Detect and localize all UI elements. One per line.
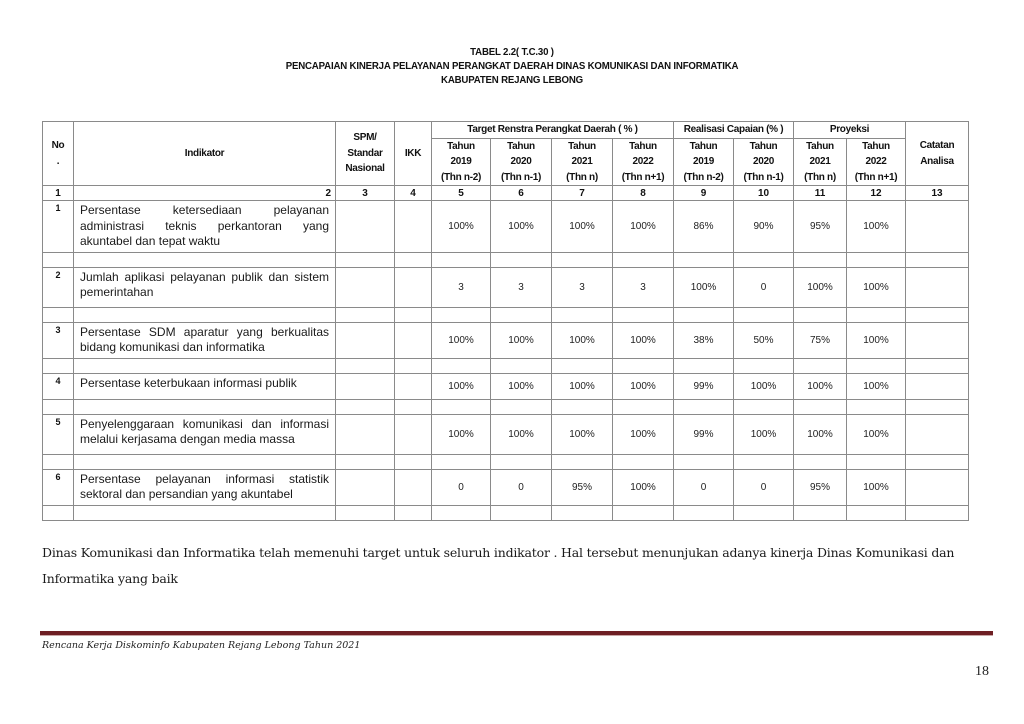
spacer-row	[43, 505, 969, 520]
value-cell: 86%	[674, 201, 734, 253]
value-cell: 100%	[613, 201, 674, 253]
empty-cell	[734, 307, 794, 322]
column-number: 12	[847, 186, 906, 201]
empty-cell	[906, 399, 969, 414]
value-cell: 100%	[552, 201, 613, 253]
value-cell: 100%	[847, 469, 906, 505]
empty-cell	[491, 505, 552, 520]
row-number: 4	[43, 373, 74, 399]
empty-cell	[794, 307, 847, 322]
empty-cell	[395, 358, 432, 373]
empty-cell	[491, 307, 552, 322]
column-number: 13	[906, 186, 969, 201]
indikator-cell: Penyelenggaraan komunikasi dan informasi melalui kerjasama dengan media massa	[74, 414, 336, 454]
value-cell: 95%	[794, 469, 847, 505]
spm-cell	[336, 267, 395, 307]
indikator-cell: Persentase SDM aparatur yang berkualitas bidang komunikasi dan informatika	[74, 322, 336, 358]
value-cell: 100%	[613, 373, 674, 399]
empty-cell	[552, 454, 613, 469]
indikator-cell: Persentase ketersediaan pelayanan administrasi teknis perkantoran yang akuntabel dan tepat waktu	[74, 201, 336, 253]
ikk-cell	[395, 373, 432, 399]
table-body	[43, 201, 969, 521]
catatan-cell	[906, 322, 969, 358]
spacer-row	[43, 252, 969, 267]
value-cell: 100%	[847, 322, 906, 358]
header-indikator: Indikator	[74, 122, 336, 186]
row-number: 2	[43, 267, 74, 307]
header-year: Tahun 2021 (Thn n)	[794, 138, 847, 186]
value-cell: 100%	[847, 414, 906, 454]
column-number: 1	[43, 186, 74, 201]
empty-cell	[734, 358, 794, 373]
header-year: Tahun 2019 (Thn n-2)	[432, 138, 491, 186]
empty-cell	[734, 454, 794, 469]
ikk-cell	[395, 322, 432, 358]
value-cell: 100%	[794, 414, 847, 454]
value-cell: 50%	[734, 322, 794, 358]
empty-cell	[74, 399, 336, 414]
column-number: 4	[395, 186, 432, 201]
header-spm: SPM/ Standar Nasional	[336, 122, 395, 186]
empty-cell	[734, 505, 794, 520]
column-number: 6	[491, 186, 552, 201]
empty-cell	[43, 399, 74, 414]
value-cell: 100%	[734, 414, 794, 454]
table-row	[43, 469, 969, 505]
empty-cell	[552, 358, 613, 373]
empty-cell	[336, 399, 395, 414]
spacer-row	[43, 454, 969, 469]
ikk-cell	[395, 469, 432, 505]
spm-cell	[336, 201, 395, 253]
header-year: Tahun 2021 (Thn n)	[552, 138, 613, 186]
value-cell: 99%	[674, 414, 734, 454]
column-number: 8	[613, 186, 674, 201]
row-number: 3	[43, 322, 74, 358]
value-cell: 100%	[847, 373, 906, 399]
empty-cell	[734, 252, 794, 267]
value-cell: 100%	[491, 414, 552, 454]
empty-cell	[613, 505, 674, 520]
header-catatan: Catatan Analisa	[906, 122, 969, 186]
empty-cell	[613, 307, 674, 322]
empty-cell	[491, 399, 552, 414]
empty-cell	[74, 307, 336, 322]
header-year: Tahun 2019 (Thn n-2)	[674, 138, 734, 186]
empty-cell	[674, 252, 734, 267]
empty-cell	[395, 454, 432, 469]
table-row	[43, 322, 969, 358]
empty-cell	[43, 454, 74, 469]
empty-cell	[847, 252, 906, 267]
analysis-paragraph: Dinas Komunikasi dan Informatika telah memenuhi target untuk seluruh indikator . Hal tersebut menunjukan adanya kinerja Dinas Komunikasi dan Informatika yang baik	[42, 545, 955, 586]
empty-cell	[432, 454, 491, 469]
row-number: 1	[43, 201, 74, 253]
header-year: Tahun 2020 (Thn n-1)	[491, 138, 552, 186]
empty-cell	[552, 399, 613, 414]
empty-cell	[43, 252, 74, 267]
empty-cell	[432, 399, 491, 414]
empty-cell	[395, 399, 432, 414]
header-year: Tahun 2022 (Thn n+1)	[847, 138, 906, 186]
value-cell: 0	[734, 469, 794, 505]
header-ikk: IKK	[395, 122, 432, 186]
value-cell: 95%	[794, 201, 847, 253]
empty-cell	[552, 307, 613, 322]
empty-cell	[734, 399, 794, 414]
catatan-cell	[906, 414, 969, 454]
table-row	[43, 414, 969, 454]
footer-rule	[40, 631, 993, 636]
spm-cell	[336, 469, 395, 505]
table-caption: TABEL 2.2( T.C.30 )	[470, 46, 554, 58]
catatan-cell	[906, 267, 969, 307]
column-number: 3	[336, 186, 395, 201]
ikk-cell	[395, 201, 432, 253]
header-no: No .	[43, 122, 74, 186]
ikk-cell	[395, 267, 432, 307]
column-number: 10	[734, 186, 794, 201]
value-cell: 100%	[432, 414, 491, 454]
header-group-target: Target Renstra Perangkat Daerah ( % )	[432, 122, 674, 139]
value-cell: 38%	[674, 322, 734, 358]
empty-cell	[395, 252, 432, 267]
empty-cell	[74, 358, 336, 373]
value-cell: 0	[432, 469, 491, 505]
empty-cell	[491, 454, 552, 469]
empty-cell	[794, 505, 847, 520]
row-number: 5	[43, 414, 74, 454]
catatan-cell	[906, 469, 969, 505]
empty-cell	[552, 252, 613, 267]
value-cell: 3	[552, 267, 613, 307]
value-cell: 100%	[794, 373, 847, 399]
indikator-cell: Jumlah aplikasi pelayanan publik dan sistem pemerintahan	[74, 267, 336, 307]
column-number-row	[43, 186, 969, 201]
empty-cell	[847, 505, 906, 520]
spm-cell	[336, 373, 395, 399]
catatan-cell	[906, 201, 969, 253]
column-number: 11	[794, 186, 847, 201]
empty-cell	[794, 399, 847, 414]
value-cell: 100%	[847, 201, 906, 253]
value-cell: 100%	[432, 201, 491, 253]
row-number: 6	[43, 469, 74, 505]
value-cell: 3	[491, 267, 552, 307]
ikk-cell	[395, 414, 432, 454]
value-cell: 100%	[432, 322, 491, 358]
empty-cell	[432, 307, 491, 322]
value-cell: 100%	[613, 322, 674, 358]
empty-cell	[906, 358, 969, 373]
empty-cell	[43, 505, 74, 520]
value-cell: 100%	[734, 373, 794, 399]
empty-cell	[432, 358, 491, 373]
value-cell: 3	[613, 267, 674, 307]
empty-cell	[906, 505, 969, 520]
empty-cell	[847, 307, 906, 322]
indikator-cell: Persentase pelayanan informasi statistik sektoral dan persandian yang akuntabel	[74, 469, 336, 505]
performance-table	[42, 121, 969, 521]
empty-cell	[613, 358, 674, 373]
spacer-row	[43, 358, 969, 373]
empty-cell	[43, 358, 74, 373]
empty-cell	[847, 454, 906, 469]
indikator-cell: Persentase keterbukaan informasi publik	[74, 373, 336, 399]
empty-cell	[906, 454, 969, 469]
header-year: Tahun 2022 (Thn n+1)	[613, 138, 674, 186]
table-subheading: KABUPATEN REJANG LEBONG	[441, 74, 583, 86]
value-cell: 95%	[552, 469, 613, 505]
value-cell: 100%	[847, 267, 906, 307]
table-row	[43, 267, 969, 307]
column-number: 9	[674, 186, 734, 201]
spacer-row	[43, 399, 969, 414]
header-year: Tahun 2020 (Thn n-1)	[734, 138, 794, 186]
empty-cell	[491, 252, 552, 267]
column-number: 7	[552, 186, 613, 201]
value-cell: 0	[734, 267, 794, 307]
empty-cell	[794, 252, 847, 267]
empty-cell	[674, 358, 734, 373]
value-cell: 100%	[552, 373, 613, 399]
value-cell: 100%	[491, 373, 552, 399]
empty-cell	[906, 307, 969, 322]
empty-cell	[74, 505, 336, 520]
empty-cell	[794, 454, 847, 469]
empty-cell	[906, 252, 969, 267]
empty-cell	[674, 505, 734, 520]
empty-cell	[432, 252, 491, 267]
empty-cell	[395, 307, 432, 322]
table-heading: PENCAPAIAN KINERJA PELAYANAN PERANGKAT DAERAH DINAS KOMUNIKASI DAN INFORMATIKA	[285, 60, 739, 72]
value-cell: 100%	[491, 322, 552, 358]
spacer-row	[43, 307, 969, 322]
empty-cell	[674, 454, 734, 469]
empty-cell	[613, 399, 674, 414]
column-number: 5	[432, 186, 491, 201]
header-group-realisasi: Realisasi Capaian (% )	[674, 122, 794, 139]
catatan-cell	[906, 373, 969, 399]
value-cell: 0	[674, 469, 734, 505]
empty-cell	[336, 505, 395, 520]
value-cell: 100%	[432, 373, 491, 399]
spm-cell	[336, 322, 395, 358]
value-cell: 3	[432, 267, 491, 307]
empty-cell	[613, 454, 674, 469]
empty-cell	[613, 252, 674, 267]
table-row	[43, 201, 969, 253]
column-number: 2	[74, 186, 336, 201]
empty-cell	[847, 399, 906, 414]
empty-cell	[43, 307, 74, 322]
empty-cell	[674, 399, 734, 414]
empty-cell	[432, 505, 491, 520]
value-cell: 100%	[552, 414, 613, 454]
empty-cell	[74, 252, 336, 267]
value-cell: 100%	[491, 201, 552, 253]
table-header	[43, 122, 969, 201]
footer-text: Rencana Kerja Diskominfo Kabupaten Rejang Lebong Tahun 2021	[42, 640, 361, 651]
table-title	[41, 45, 983, 87]
table-row	[43, 373, 969, 399]
empty-cell	[674, 307, 734, 322]
spm-cell	[336, 414, 395, 454]
empty-cell	[847, 358, 906, 373]
empty-cell	[491, 358, 552, 373]
value-cell: 90%	[734, 201, 794, 253]
header-group-proyeksi: Proyeksi	[794, 122, 906, 139]
page-number: 18	[975, 664, 989, 679]
value-cell: 100%	[674, 267, 734, 307]
value-cell: 100%	[613, 469, 674, 505]
empty-cell	[552, 505, 613, 520]
empty-cell	[336, 307, 395, 322]
empty-cell	[395, 505, 432, 520]
value-cell: 99%	[674, 373, 734, 399]
value-cell: 100%	[794, 267, 847, 307]
empty-cell	[336, 454, 395, 469]
empty-cell	[74, 454, 336, 469]
value-cell: 100%	[552, 322, 613, 358]
value-cell: 75%	[794, 322, 847, 358]
value-cell: 0	[491, 469, 552, 505]
empty-cell	[336, 252, 395, 267]
empty-cell	[336, 358, 395, 373]
value-cell: 100%	[613, 414, 674, 454]
empty-cell	[794, 358, 847, 373]
